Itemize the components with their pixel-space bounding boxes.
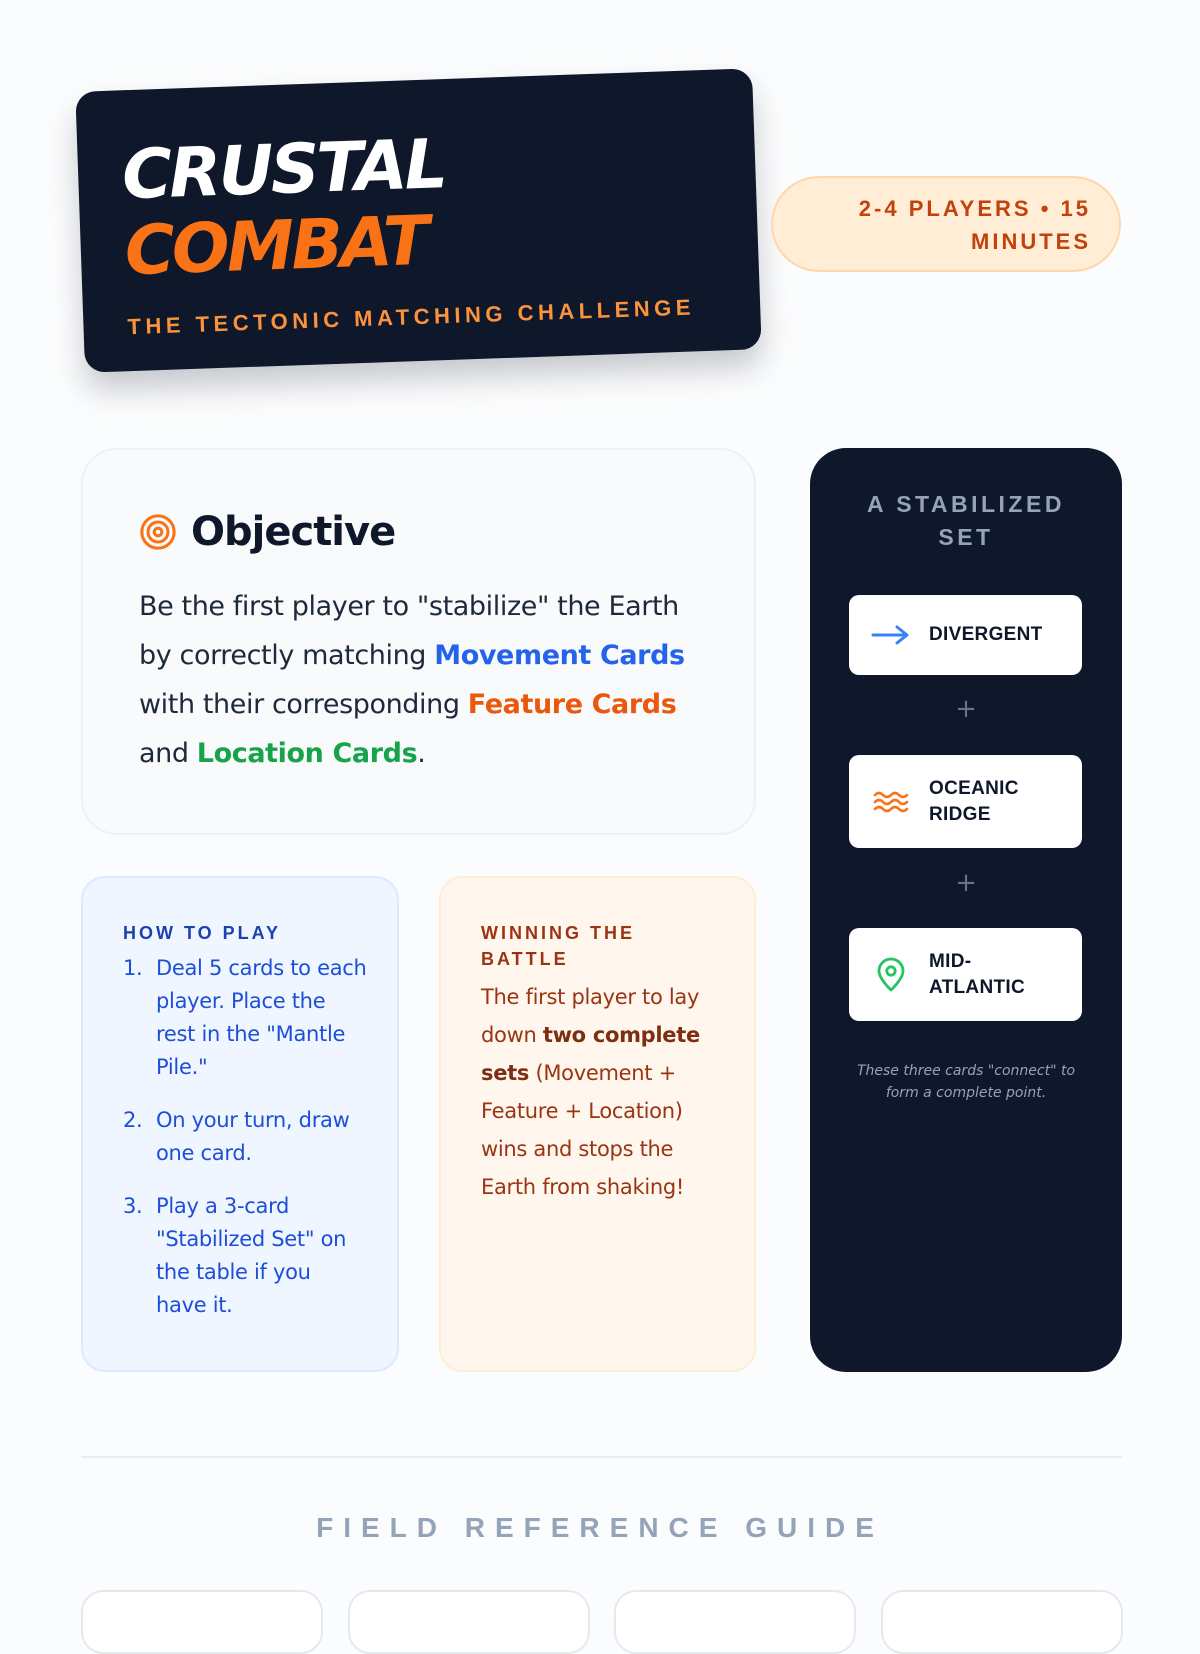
objective-text: Be the first player to "stabilize" the Earth by correctly matching Movement Cards with their corresponding Feature Cards and Location Cards. (139, 591, 685, 769)
winning-card (439, 876, 756, 1372)
field-reference-title: FIELD REFERENCE GUIDE (316, 1512, 884, 1543)
players-time-badge: 2-4 PLAYERS • 15 MINUTES (771, 176, 1121, 272)
set-card-oceanic-ridge (849, 755, 1082, 848)
target-icon (139, 513, 177, 551)
how-to-play-card (81, 876, 399, 1372)
how-to-play-steps (123, 952, 367, 1322)
title-subtitle: THE TECTONIC MATCHING CHALLENGE (127, 294, 696, 340)
set-card-label: OCEANIC RIDGE (929, 777, 1019, 825)
step-item: 1. Deal 5 cards to each player. Place the rest in the "Mantle Pile." (123, 956, 367, 1079)
stabilized-set-note: These three cards "connect" to form a complete point. (856, 1063, 1076, 1101)
plus-sign: + (955, 868, 977, 898)
map-pin-icon (871, 957, 911, 993)
feature-cards-highlight: Feature Cards (467, 689, 677, 720)
set-card-divergent (849, 595, 1082, 675)
arrow-right-icon (871, 622, 911, 648)
winning-text: The first player to lay down two complete sets (Movement + Feature + Location) wins and stops the Earth from shaking! (481, 985, 700, 1199)
objective-card (81, 448, 756, 835)
title-banner (75, 68, 761, 372)
title-line-combat: COMBAT (123, 201, 428, 292)
step-item: 3. Play a 3-card "Stabilized Set" on the table if you have it. (123, 1194, 347, 1317)
set-card-label: DIVERGENT (929, 624, 1043, 645)
how-to-play-title: HOW TO PLAY (123, 923, 282, 943)
set-card-mid-atlantic (849, 928, 1082, 1021)
stabilized-set-panel (810, 448, 1122, 1372)
movement-cards-highlight: Movement Cards (434, 640, 685, 671)
objective-title: Objective (191, 509, 396, 555)
location-cards-highlight: Location Cards (196, 738, 418, 769)
winning-title: WINNING THE BATTLE (481, 923, 635, 969)
set-card-label: MID-ATLANTIC (929, 950, 1025, 998)
objective-header (139, 506, 698, 558)
stabilized-set-title: A STABILIZED SET (867, 491, 1065, 550)
step-item: 2. On your turn, draw one card. (123, 1108, 350, 1165)
section-divider (81, 1456, 1122, 1458)
waves-icon (871, 789, 911, 815)
title-line-crustal: CRUSTAL (120, 125, 446, 216)
plus-sign: + (955, 694, 977, 724)
